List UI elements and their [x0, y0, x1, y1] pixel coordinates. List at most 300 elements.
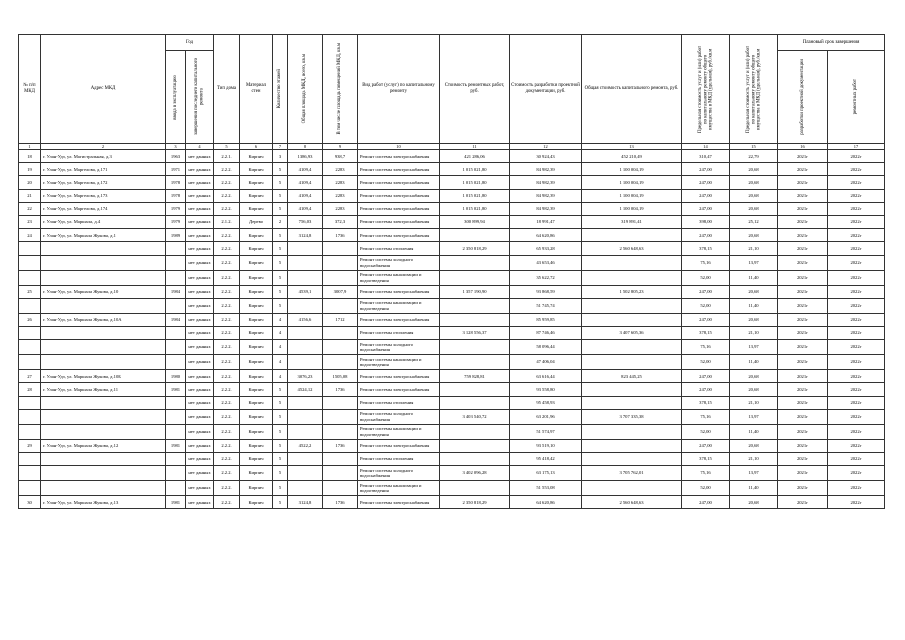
- max-cost-service-cell: 20,68: [730, 229, 778, 242]
- year-repair-cell: нет данных: [186, 355, 214, 370]
- house-type-cell: 2.2.2.: [214, 176, 240, 189]
- max-cost-work-cell: 378,15: [682, 242, 730, 255]
- plan-design-cell: 2021г: [778, 496, 828, 509]
- repair-cost-cell: [440, 298, 510, 313]
- premises-area-cell: [323, 255, 358, 270]
- house-type-cell: 2.2.2.: [214, 466, 240, 481]
- row-number: [19, 466, 41, 481]
- floors-cell: 5: [273, 229, 288, 242]
- max-cost-work-cell: 52,00: [682, 481, 730, 496]
- column-number: 1: [19, 144, 41, 150]
- total-cost-cell: 1 502 805,23: [582, 285, 682, 298]
- house-type-cell: 2.2.2.: [214, 270, 240, 285]
- work-type-cell: Ремонт системы холодного водоснабжения: [358, 255, 440, 270]
- plan-repair-cell: 2022г: [828, 163, 885, 176]
- row-number: 18: [19, 150, 41, 163]
- repair-cost-cell: 759 828,81: [440, 370, 510, 383]
- row-number: 25: [19, 285, 41, 298]
- wall-material-cell: Кирпич: [240, 189, 273, 202]
- plan-design-cell: 2021г: [778, 202, 828, 215]
- column-number: 2: [41, 144, 166, 150]
- document-page: [18, 34, 884, 509]
- max-cost-service-cell: 11,40: [730, 424, 778, 439]
- design-cost-cell: 51 553,08: [510, 481, 582, 496]
- header-repair-cost: Стоимость ремонтных работ, руб.: [440, 35, 510, 144]
- house-type-cell: 2.2.2.: [214, 396, 240, 409]
- year-repair-cell: нет данных: [186, 439, 214, 452]
- row-number: 24: [19, 229, 41, 242]
- premises-area-cell: [323, 424, 358, 439]
- repair-cost-cell: [440, 481, 510, 496]
- wall-material-cell: Кирпич: [240, 285, 273, 298]
- house-type-cell: 2.2.2.: [214, 439, 240, 452]
- plan-design-cell: 2021г: [778, 370, 828, 383]
- max-cost-service-cell: 20,68: [730, 383, 778, 396]
- table-row: [19, 383, 885, 396]
- address-cell: [41, 355, 166, 370]
- year-commission-cell: 1971: [166, 163, 186, 176]
- premises-area-cell: 3007,9: [323, 285, 358, 298]
- design-cost-cell: 93 558,80: [510, 383, 582, 396]
- column-number: 5: [214, 144, 240, 150]
- house-type-cell: 2.2.2.: [214, 229, 240, 242]
- max-cost-service-cell: 20,68: [730, 176, 778, 189]
- total-area-cell: [288, 340, 323, 355]
- max-cost-work-cell: 247,00: [682, 176, 730, 189]
- max-cost-work-cell: 75,16: [682, 340, 730, 355]
- wall-material-cell: Кирпич: [240, 439, 273, 452]
- column-number: 15: [730, 144, 778, 150]
- house-type-cell: 2.2.2.: [214, 326, 240, 339]
- max-cost-work-cell: 75,16: [682, 255, 730, 270]
- year-commission-cell: [166, 255, 186, 270]
- table-row: [19, 481, 885, 496]
- total-area-cell: [288, 298, 323, 313]
- repair-cost-cell: [440, 313, 510, 326]
- plan-repair-cell: 2022г: [828, 481, 885, 496]
- plan-repair-cell: 2022г: [828, 313, 885, 326]
- house-type-cell: 2.2.2.: [214, 255, 240, 270]
- wall-material-cell: Кирпич: [240, 383, 273, 396]
- year-commission-cell: 1980: [166, 370, 186, 383]
- plan-repair-cell: 2022г: [828, 355, 885, 370]
- total-area-cell: 4524,12: [288, 383, 323, 396]
- wall-material-cell: Кирпич: [240, 313, 273, 326]
- year-repair-cell: нет данных: [186, 163, 214, 176]
- work-type-cell: Ремонт системы электроснабжения: [358, 202, 440, 215]
- plan-design-cell: 2021г: [778, 216, 828, 229]
- table-row: [19, 370, 885, 383]
- plan-design-cell: 2021г: [778, 150, 828, 163]
- header-max-cost-work: Предельная стоимость услуг и (или) работ по капитальному ремонту общего имущества в МКД (удельная), руб./кв.м: [682, 35, 730, 144]
- total-area-cell: 4109,4: [288, 163, 323, 176]
- max-cost-work-cell: 247,00: [682, 370, 730, 383]
- row-number: [19, 452, 41, 465]
- year-commission-cell: 1979: [166, 216, 186, 229]
- total-area-cell: 4539,1: [288, 285, 323, 298]
- table-row: [19, 326, 885, 339]
- total-area-cell: [288, 409, 323, 424]
- max-cost-service-cell: 13,97: [730, 255, 778, 270]
- table-row: [19, 202, 885, 215]
- plan-design-cell: 2021г: [778, 439, 828, 452]
- row-number: [19, 255, 41, 270]
- year-repair-cell: нет данных: [186, 313, 214, 326]
- plan-repair-cell: 2022г: [828, 340, 885, 355]
- floors-cell: 5: [273, 466, 288, 481]
- premises-area-cell: [323, 396, 358, 409]
- table-row: [19, 176, 885, 189]
- max-cost-service-cell: 13,97: [730, 409, 778, 424]
- column-number: 3: [166, 144, 186, 150]
- plan-repair-cell: 2022г: [828, 496, 885, 509]
- row-number: [19, 242, 41, 255]
- column-number: 16: [778, 144, 828, 150]
- row-number: [19, 355, 41, 370]
- table-row: [19, 340, 885, 355]
- year-commission-cell: 1978: [166, 176, 186, 189]
- work-type-cell: Ремонт системы отопления: [358, 242, 440, 255]
- design-cost-cell: 93 868,59: [510, 285, 582, 298]
- total-cost-cell: 1 100 004,19: [582, 163, 682, 176]
- year-commission-cell: [166, 452, 186, 465]
- plan-design-cell: 2021г: [778, 285, 828, 298]
- wall-material-cell: Дерево: [240, 216, 273, 229]
- plan-repair-cell: 2022г: [828, 396, 885, 409]
- house-type-cell: 2.2.2.: [214, 383, 240, 396]
- floors-cell: 5: [273, 496, 288, 509]
- floors-cell: 5: [273, 452, 288, 465]
- wall-material-cell: Кирпич: [240, 326, 273, 339]
- house-type-cell: 2.2.2.: [214, 242, 240, 255]
- floors-cell: 5: [273, 409, 288, 424]
- max-cost-work-cell: 378,15: [682, 396, 730, 409]
- premises-area-cell: [323, 326, 358, 339]
- design-cost-cell: 51 574,97: [510, 424, 582, 439]
- header-no: № п/п МКД: [19, 35, 41, 144]
- floors-cell: 5: [273, 189, 288, 202]
- total-cost-cell: [582, 396, 682, 409]
- wall-material-cell: Кирпич: [240, 409, 273, 424]
- work-type-cell: Ремонт системы канализации и водоотведения: [358, 355, 440, 370]
- header-house-type: Тип дома: [214, 35, 240, 144]
- total-cost-cell: [582, 255, 682, 270]
- row-number: [19, 409, 41, 424]
- year-repair-cell: нет данных: [186, 229, 214, 242]
- max-cost-work-cell: 247,00: [682, 229, 730, 242]
- work-type-cell: Ремонт системы канализации и водоотведения: [358, 270, 440, 285]
- wall-material-cell: Кирпич: [240, 176, 273, 189]
- total-area-cell: [288, 355, 323, 370]
- max-cost-service-cell: 11,40: [730, 270, 778, 285]
- max-cost-work-cell: 398,00: [682, 216, 730, 229]
- plan-repair-cell: 2022г: [828, 189, 885, 202]
- table-row: [19, 255, 885, 270]
- year-commission-cell: [166, 326, 186, 339]
- max-cost-service-cell: 21,10: [730, 396, 778, 409]
- table-row: [19, 229, 885, 242]
- total-area-cell: 4109,4: [288, 176, 323, 189]
- wall-material-cell: Кирпич: [240, 396, 273, 409]
- year-repair-cell: нет данных: [186, 383, 214, 396]
- plan-repair-cell: 2022г: [828, 216, 885, 229]
- total-area-cell: [288, 242, 323, 255]
- design-cost-cell: 84 982,39: [510, 202, 582, 215]
- max-cost-work-cell: 75,16: [682, 409, 730, 424]
- design-cost-cell: 63 175,13: [510, 466, 582, 481]
- repair-cost-cell: [440, 424, 510, 439]
- capital-repair-table: [18, 34, 885, 509]
- column-number: 9: [323, 144, 358, 150]
- floors-cell: 5: [273, 270, 288, 285]
- column-number: 4: [186, 144, 214, 150]
- address-cell: г. Улан-Удэ, ул. Маршала Жукова, д.11: [41, 383, 166, 396]
- address-cell: [41, 466, 166, 481]
- address-cell: [41, 270, 166, 285]
- design-cost-cell: 18 991,47: [510, 216, 582, 229]
- house-type-cell: 2.1.2.: [214, 216, 240, 229]
- total-area-cell: [288, 452, 323, 465]
- work-type-cell: Ремонт системы канализации и водоотведения: [358, 298, 440, 313]
- plan-design-cell: 2021г: [778, 326, 828, 339]
- row-number: 23: [19, 216, 41, 229]
- work-type-cell: Ремонт системы холодного водоснабжения: [358, 409, 440, 424]
- table-row: [19, 189, 885, 202]
- floors-cell: 4: [273, 326, 288, 339]
- address-cell: г. Улан-Удэ, ул. Маргелова, д.174: [41, 202, 166, 215]
- header-year-commission: ввода в эксплуатацию: [166, 51, 186, 144]
- max-cost-service-cell: 20,68: [730, 189, 778, 202]
- header-floors: Количество этажей: [273, 35, 288, 144]
- repair-cost-cell: 3 402 096,28: [440, 466, 510, 481]
- total-cost-cell: [582, 298, 682, 313]
- plan-repair-cell: 2022г: [828, 176, 885, 189]
- premises-area-cell: 1736: [323, 383, 358, 396]
- table-row: [19, 242, 885, 255]
- wall-material-cell: Кирпич: [240, 242, 273, 255]
- floors-cell: 3: [273, 150, 288, 163]
- address-cell: г. Улан-Удэ, ул. Маршала Жукова, д.1: [41, 229, 166, 242]
- address-cell: [41, 452, 166, 465]
- total-area-cell: 3124,8: [288, 496, 323, 509]
- plan-repair-cell: 2022г: [828, 452, 885, 465]
- year-repair-cell: нет данных: [186, 150, 214, 163]
- year-repair-cell: нет данных: [186, 326, 214, 339]
- plan-design-cell: 2021г: [778, 452, 828, 465]
- premises-area-cell: [323, 452, 358, 465]
- row-number: 28: [19, 383, 41, 396]
- floors-cell: 5: [273, 255, 288, 270]
- total-cost-cell: [582, 481, 682, 496]
- year-commission-cell: [166, 270, 186, 285]
- row-number: 19: [19, 163, 41, 176]
- design-cost-cell: 63 616,44: [510, 370, 582, 383]
- max-cost-service-cell: 25,12: [730, 216, 778, 229]
- max-cost-work-cell: 247,00: [682, 189, 730, 202]
- table-row: [19, 496, 885, 509]
- max-cost-work-cell: 247,00: [682, 313, 730, 326]
- year-repair-cell: нет данных: [186, 216, 214, 229]
- year-commission-cell: 1984: [166, 285, 186, 298]
- address-cell: [41, 340, 166, 355]
- plan-repair-cell: 2022г: [828, 326, 885, 339]
- repair-cost-cell: [440, 383, 510, 396]
- header-max-cost-service: Предельная стоимость услуг и (или) работ по капитальному ремонту общего имущества в МКД (удельная), руб./кв.м: [730, 35, 778, 144]
- design-cost-cell: 85 959,85: [510, 313, 582, 326]
- repair-cost-cell: 1 015 021,80: [440, 189, 510, 202]
- max-cost-service-cell: 21,10: [730, 452, 778, 465]
- work-type-cell: Ремонт системы отопления: [358, 326, 440, 339]
- table-row: [19, 466, 885, 481]
- year-repair-cell: нет данных: [186, 270, 214, 285]
- table-row: [19, 313, 885, 326]
- floors-cell: 4: [273, 355, 288, 370]
- total-area-cell: 4109,4: [288, 189, 323, 202]
- house-type-cell: 2.2.2.: [214, 481, 240, 496]
- max-cost-work-cell: 247,00: [682, 202, 730, 215]
- work-type-cell: Ремонт системы электроснабжения: [358, 150, 440, 163]
- header-design-cost: Стоимость разработки проектной документации, руб.: [510, 35, 582, 144]
- address-cell: г. Улан-Удэ, ул. Маршала Жукова, д.10А: [41, 313, 166, 326]
- total-cost-cell: 3 707 335,38: [582, 409, 682, 424]
- plan-design-cell: 2021г: [778, 163, 828, 176]
- repair-cost-cell: [440, 340, 510, 355]
- wall-material-cell: Кирпич: [240, 202, 273, 215]
- year-repair-cell: нет данных: [186, 370, 214, 383]
- year-repair-cell: нет данных: [186, 409, 214, 424]
- plan-design-cell: 2021г: [778, 229, 828, 242]
- year-repair-cell: нет данных: [186, 481, 214, 496]
- year-repair-cell: нет данных: [186, 189, 214, 202]
- address-cell: [41, 255, 166, 270]
- row-number: 27: [19, 370, 41, 383]
- design-cost-cell: 84 982,39: [510, 163, 582, 176]
- wall-material-cell: Кирпич: [240, 270, 273, 285]
- wall-material-cell: Кирпич: [240, 255, 273, 270]
- total-cost-cell: 2 560 648,63: [582, 242, 682, 255]
- plan-design-cell: 2021г: [778, 242, 828, 255]
- total-area-cell: [288, 255, 323, 270]
- year-commission-cell: [166, 466, 186, 481]
- floors-cell: 5: [273, 163, 288, 176]
- max-cost-work-cell: 378,15: [682, 326, 730, 339]
- row-number: [19, 298, 41, 313]
- wall-material-cell: Кирпич: [240, 370, 273, 383]
- total-cost-cell: 319 891,41: [582, 216, 682, 229]
- row-number: 26: [19, 313, 41, 326]
- plan-repair-cell: 2022г: [828, 298, 885, 313]
- wall-material-cell: Кирпич: [240, 424, 273, 439]
- total-area-cell: [288, 326, 323, 339]
- repair-cost-cell: 421 286,06: [440, 150, 510, 163]
- house-type-cell: 2.2.2.: [214, 370, 240, 383]
- year-repair-cell: нет данных: [186, 496, 214, 509]
- house-type-cell: 2.2.2.: [214, 202, 240, 215]
- table-row: [19, 355, 885, 370]
- work-type-cell: Ремонт системы электроснабжения: [358, 439, 440, 452]
- floors-cell: 5: [273, 481, 288, 496]
- repair-cost-cell: 3 128 556,37: [440, 326, 510, 339]
- plan-repair-cell: 2022г: [828, 255, 885, 270]
- wall-material-cell: Кирпич: [240, 229, 273, 242]
- max-cost-service-cell: 13,97: [730, 466, 778, 481]
- total-area-cell: [288, 481, 323, 496]
- total-cost-cell: [582, 383, 682, 396]
- year-repair-cell: нет данных: [186, 298, 214, 313]
- header-year-repair: завершения последнего капитального ремонта: [186, 51, 214, 144]
- premises-area-cell: [323, 270, 358, 285]
- row-number: [19, 326, 41, 339]
- year-commission-cell: [166, 409, 186, 424]
- plan-design-cell: 2021г: [778, 355, 828, 370]
- address-cell: [41, 242, 166, 255]
- repair-cost-cell: [440, 396, 510, 409]
- premises-area-cell: 1736: [323, 496, 358, 509]
- premises-area-cell: 1712: [323, 313, 358, 326]
- address-cell: [41, 326, 166, 339]
- row-number: [19, 481, 41, 496]
- house-type-cell: 2.2.2.: [214, 424, 240, 439]
- max-cost-service-cell: 11,40: [730, 298, 778, 313]
- row-number: [19, 424, 41, 439]
- table-row: [19, 396, 885, 409]
- total-cost-cell: 2 560 648,63: [582, 496, 682, 509]
- design-cost-cell: 84 982,39: [510, 176, 582, 189]
- year-commission-cell: [166, 424, 186, 439]
- total-cost-cell: [582, 313, 682, 326]
- address-cell: г. Улан-Удэ, ул. Маршала Жукова, д.10: [41, 285, 166, 298]
- premises-area-cell: [323, 355, 358, 370]
- floors-cell: 5: [273, 285, 288, 298]
- total-cost-cell: [582, 452, 682, 465]
- floors-cell: 5: [273, 396, 288, 409]
- repair-cost-cell: 1 015 021,80: [440, 176, 510, 189]
- design-cost-cell: 84 982,39: [510, 189, 582, 202]
- work-type-cell: Ремонт системы электроснабжения: [358, 285, 440, 298]
- year-repair-cell: нет данных: [186, 340, 214, 355]
- row-number: 21: [19, 189, 41, 202]
- table-body: [19, 150, 885, 509]
- table-row: [19, 452, 885, 465]
- design-cost-cell: 64 620,86: [510, 229, 582, 242]
- premises-area-cell: 2283: [323, 176, 358, 189]
- work-type-cell: Ремонт системы холодного водоснабжения: [358, 466, 440, 481]
- table-row: [19, 409, 885, 424]
- house-type-cell: 2.2.2.: [214, 355, 240, 370]
- max-cost-service-cell: 11,40: [730, 481, 778, 496]
- address-cell: г. Улан-Удэ, ул. Маршала Жукова, д.12: [41, 439, 166, 452]
- address-cell: г. Улан-Удэ, ул. Магистральная, д.3: [41, 150, 166, 163]
- column-number: 8: [288, 144, 323, 150]
- premises-area-cell: 938,7: [323, 150, 358, 163]
- design-cost-cell: 47 406,04: [510, 355, 582, 370]
- year-commission-cell: [166, 340, 186, 355]
- table-row: [19, 270, 885, 285]
- wall-material-cell: Кирпич: [240, 298, 273, 313]
- wall-material-cell: Кирпич: [240, 496, 273, 509]
- house-type-cell: 2.2.2.: [214, 285, 240, 298]
- max-cost-work-cell: 247,00: [682, 496, 730, 509]
- floors-cell: 4: [273, 340, 288, 355]
- total-area-cell: 1386,93: [288, 150, 323, 163]
- address-cell: [41, 298, 166, 313]
- plan-design-cell: 2021г: [778, 270, 828, 285]
- floors-cell: 5: [273, 242, 288, 255]
- premises-area-cell: 1505,08: [323, 370, 358, 383]
- design-cost-cell: 51 745,74: [510, 298, 582, 313]
- work-type-cell: Ремонт системы электроснабжения: [358, 176, 440, 189]
- plan-design-cell: 2021г: [778, 396, 828, 409]
